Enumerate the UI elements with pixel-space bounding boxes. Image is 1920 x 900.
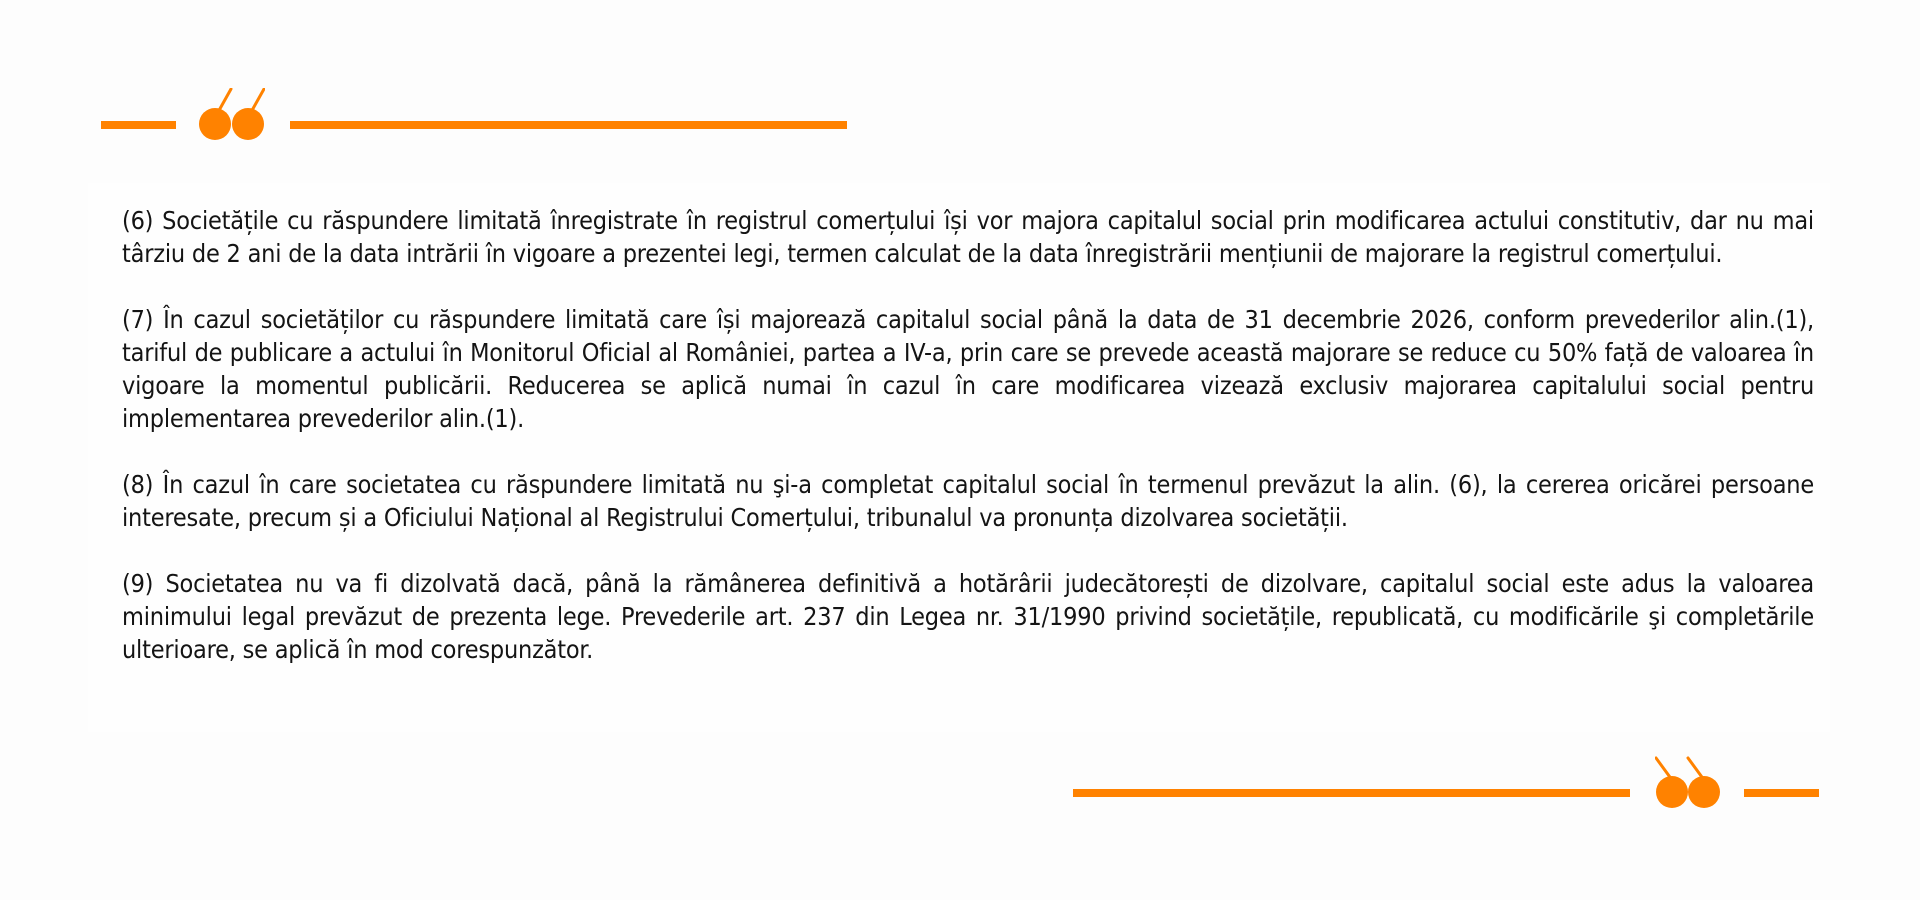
bottom-short-divider bbox=[1744, 789, 1819, 797]
paragraph-6: (6) Societățile cu răspundere limitată înregistrate în registrul comerțului își vor majora capitalul social prin modificarea actului constitutiv, dar nu mai târziu de 2 ani de la data intrării în vigoare a prezentei legi, termen calculat de la data înregistrării mențiunii de majorare la registrul comerțului. bbox=[122, 206, 1814, 268]
top-short-divider bbox=[101, 121, 176, 129]
top-long-divider bbox=[290, 121, 847, 129]
paragraph-9: (9) Societatea nu va fi dizolvată dacă, până la rămânerea definitivă a hotărârii judecătorești de dizolvare, capitalul social este adus la valoarea minimului legal prevăzut de prezenta lege. Prevederile art. 237 din Legea nr. 31/1990 privind societățile, republicată, cu modificările şi completările ulterioare, se aplică în mod corespunzător. bbox=[122, 569, 1814, 664]
paragraph-8: (8) În cazul în care societatea cu răspundere limitată nu şi-a completat capitalul social în termenul prevăzut la alin. (6), la cererea oricărei persoane interesate, precum și a Oficiului Național al Registrului Comerțului, tribunalul va pronunța dizolvarea societății. bbox=[122, 470, 1814, 532]
open-quote-icon bbox=[199, 88, 265, 144]
close-quote-icon bbox=[1655, 756, 1721, 812]
bottom-long-divider bbox=[1073, 789, 1630, 797]
document-body bbox=[122, 204, 1814, 699]
paragraph-7: (7) În cazul societăților cu răspundere limitată care își majorează capitalul social până la data de 31 decembrie 2026, conform prevederilor alin.(1), tariful de publicare a actului în Monitorul Oficial al României, partea a IV-a, prin care se prevede această majorare se reduce cu 50% față de valoarea în vigoare la momentul publicării. Reducerea se aplică numai în cazul în care modificarea vizează exclusiv majorarea capitalului social pentru implementarea prevederilor alin.(1). bbox=[122, 305, 1814, 433]
